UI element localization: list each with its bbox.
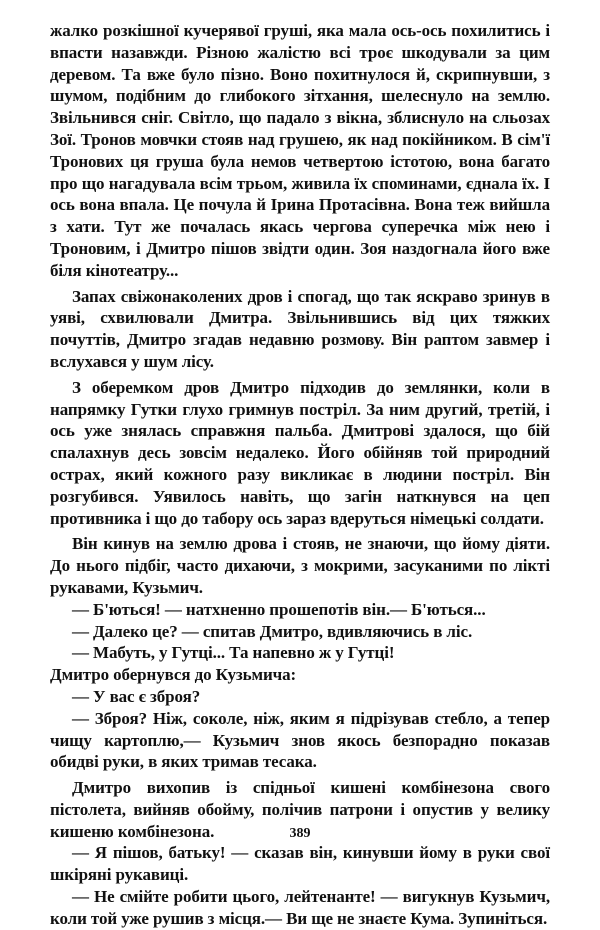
page-body	[50, 20, 550, 930]
dialogue-line-2: — Далеко це? — спитав Дмитро, вдивляючись в ліс.	[72, 621, 473, 641]
dialogue-line-5: — Зброя? Ніж, соколе, ніж, яким я підрізував стебло, а тепер чищу картоплю,— Кузьмич знов якось безпорадно показав обидві руки, в яких тримав тесака.	[50, 708, 550, 772]
paragraph-1: жалко розкішної кучерявої груші, яка мала ось-ось похилитись і впасти назавжди. Різною жалістю всі троє шкодували за цим деревом. Та вже було пізно. Воно похитнулося й, скрипнувши, з шумом, подібним до глибокого зітхання, шелеснуло на землю. Звільнився сніг. Світло, що падало з вікна, зблиснуло на сльозах Зої. Тронов мовчки стояв над грушею, як над покійником. В сім'ї Тронових ця груша була немов четвертою істотою, вона багато про що нагадувала всім трьом, живила їх споминами, єднала їх. І ось вона впала. Це почула й Ірина Протасівна. Вона теж вийшла з хати. Тут же почалась якась чергова суперечка між нею і Троновим, і Дмитро пішов звідти один. Зоя наздогнала його вже біля кінотеатру...	[50, 21, 550, 280]
dialogue-line-3: — Мабуть, у Гутці... Та напевно ж у Гутці!	[72, 643, 395, 663]
paragraph-2: Запах свіжонаколених дров і спогад, що так яскраво зринув в уяві, схвилювали Дмитра. Звільнившись від цих тяжких почуттів, Дмитро згадав недавню розмову. Він раптом завмер і вслухався у шум лісу.	[50, 286, 550, 371]
page-number: 389	[289, 826, 311, 841]
paragraph-5: Дмитро обернувся до Кузьмича:	[50, 665, 297, 685]
paragraph-4: Він кинув на землю дрова і стояв, не знаючи, що йому діяти. До нього підбіг, часто дихаючи, з мокрими, засуканими по лікті рукавами, Кузьмич.	[50, 534, 550, 597]
paragraph-6: Дмитро вихопив із спідньої кишені комбінезона свого пістолета, вийняв обойму, полічив патрони і опустив у велику кишеню комбінезона.	[50, 778, 550, 841]
dialogue-line-4: — У вас є зброя?	[72, 686, 201, 706]
dialogue-line-1: — Б'ються! — натхненно прошепотів він.— Б'ються...	[72, 599, 486, 619]
dialogue-line-6: — Я пішов, батьку! — сказав він, кинувши йому в руки свої шкіряні рукавиці.	[50, 843, 550, 885]
dialogue-line-7: — Не смійте робити цього, лейтенанте! — вигукнув Кузьмич, коли той уже рушив з місця.— Ви ще не знаєте Кума. Зупиніться.	[50, 887, 550, 928]
paragraph-3: З оберемком дров Дмитро підходив до землянки, коли в напрямку Гутки глухо гримнув постріл. За ним другий, третій, і ось уже знялась справжня пальба. Дмитрові здалося, що бій спалахнув десь зовсім недалеко. Його обійняв той природний острах, який кожного разу викликає в людини постріл. Він розгубився. Уявилось навіть, що загін наткнувся на цеп противника і що до табору ось зараз вдеруться німецькі солдати.	[50, 377, 550, 528]
